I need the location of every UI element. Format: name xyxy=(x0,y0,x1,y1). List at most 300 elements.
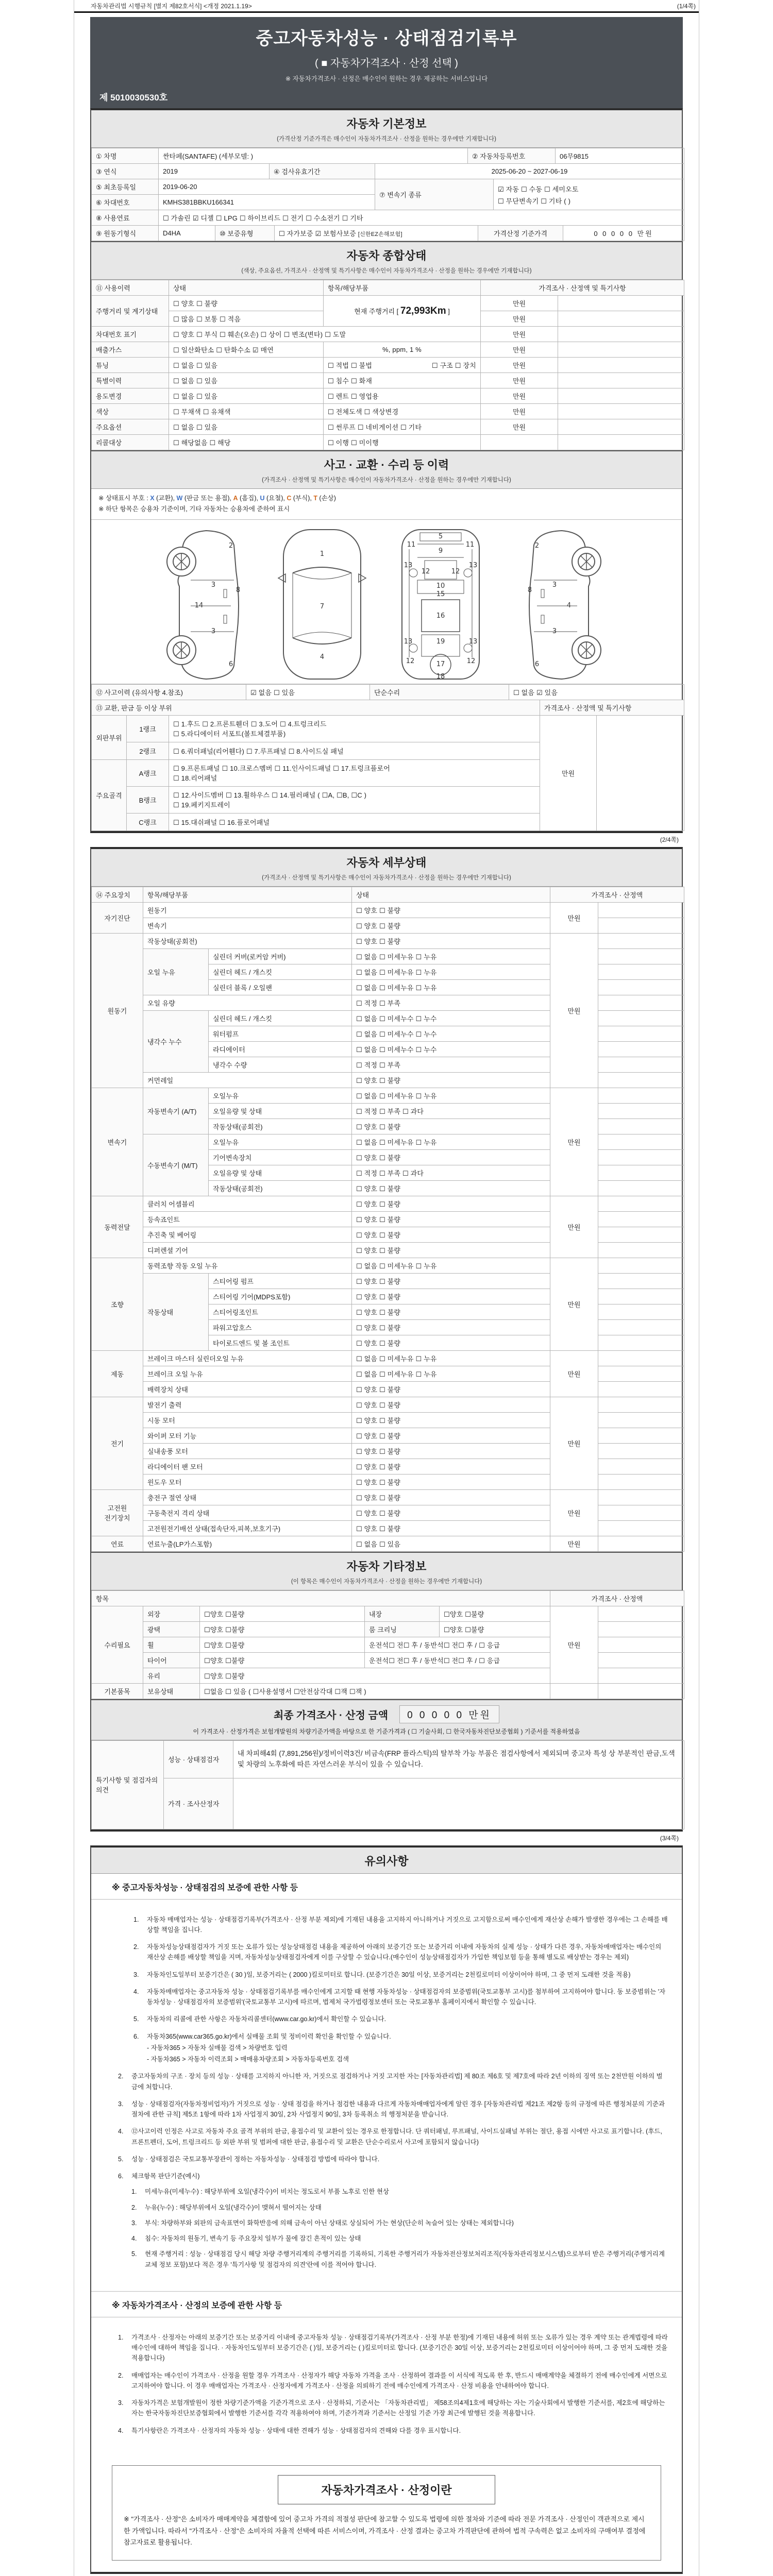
state-cell: ☐ 없음 ☐ 있음 xyxy=(352,1536,550,1551)
rank-label: 2랭크 xyxy=(127,742,169,759)
spec-cell xyxy=(598,1443,684,1459)
price-cell: 만원 xyxy=(550,1536,598,1551)
item-label: 오일누유 xyxy=(209,1134,352,1149)
spec-cell xyxy=(558,388,684,404)
inspection-period-value: 2025-06-20 ~ 2027-06-19 xyxy=(375,164,684,179)
diagram-part-number: 9 xyxy=(438,547,443,555)
notice-item-number: 6. xyxy=(118,2173,124,2180)
column-header: 항목/해당부품 xyxy=(324,280,481,296)
notice-item-text: 매매업자는 매수인이 가격조사 · 산정을 원할 경우 가격조사 · 산정자가 해당 자동차 가격을 조사 · 산정하여 결과를 이 서식에 적도록 한 후, 반드시 매매계약을 체결하기 전에 매수인에게 서면으로 고지하여야 합니다. 이 경우 매매업자는 가격조사 · 산정자에게 가격조사 · 산정을 의뢰하기 전에 매수인에게 가격조사 · 산정 비용을 안내하여야 합니다. xyxy=(131,2371,667,2389)
legend-prefix: ※ 상태표시 부호 : xyxy=(98,495,150,502)
spec-cell xyxy=(597,715,684,831)
state-cell: ☐ 적정 ☐ 부족 xyxy=(352,1057,550,1072)
spec-cell xyxy=(598,1606,684,1621)
legend-symbol: (부식), xyxy=(291,495,314,502)
price-cell: 만원 xyxy=(481,404,558,419)
basic-info-band xyxy=(91,110,682,148)
detail-band xyxy=(91,849,682,887)
rank-label: 1랭크 xyxy=(127,715,169,742)
notice-item-number: 3. xyxy=(118,2100,124,2108)
table-row xyxy=(92,1778,684,1829)
notice-item-text: 자동차인도일부터 보증기간은 ( 30 )일, 보증거리는 ( 2000 )킬로미터로 합니다. (보증기간은 30일 이상, 보증거리는 2천킬로미터 이상이어야 하며, 그 중 먼저 도래한 것을 적용) xyxy=(147,1971,631,1978)
comprehensive-subtitle: (색상, 주요옵션, 가격조사 · 산정액 및 특기사항은 매수인이 자동차가격조사 · 산정을 원하는 경우에만 기재합니다) xyxy=(241,268,532,274)
item-label: 내장 xyxy=(365,1606,440,1621)
state-cell: ☐ 양호 ☐ 불량 xyxy=(352,1412,550,1428)
diagram-part-number: 5 xyxy=(438,532,443,540)
spec-cell xyxy=(598,1683,684,1699)
checkbox-line: ☐ 9.프론트패널 ☐ 10.크로스멤버 ☐ 11.인사이드패널 ☐ 17.트렁크플로어 xyxy=(173,765,391,772)
price-cell: 만원 xyxy=(481,296,558,311)
field-label: ⑨ 원동기형식 xyxy=(92,226,159,241)
price-cell: 만원 xyxy=(481,358,558,373)
notice-sub-item xyxy=(131,2202,668,2213)
sub-group-label: 수동변속기 (M/T) xyxy=(143,1134,209,1196)
document-subtitle: ( ■ 자동차가격조사 · 산정 선택 ) xyxy=(315,58,458,69)
page-marker-4 xyxy=(90,2574,683,2576)
diagram-part-number: 13 xyxy=(404,561,413,569)
spec-cell xyxy=(598,1536,684,1551)
checkbox-line: ☐ 18.리어패널 xyxy=(173,774,217,782)
rank-label: C랭크 xyxy=(127,813,169,831)
state-cell: ☐ 양호 ☐ 불량 xyxy=(352,1335,550,1350)
notice-item-text: 자동차의 리콜에 관한 사항은 자동차리콜센터(www.car.go.kr)에서 확인할 수 있습니다. xyxy=(147,2015,386,2023)
item-label: 브레이크 마스터 실린더오일 누유 xyxy=(143,1350,352,1366)
notice-item-number: 6. xyxy=(133,2032,139,2040)
item-label: 클러치 어셈블리 xyxy=(143,1196,352,1211)
notices-content xyxy=(91,1874,682,2452)
notice-item xyxy=(118,2171,668,2275)
spec-cell xyxy=(598,1668,684,1683)
notice-item-text: 성능 · 상태점검은 국토교통부장관이 정하는 자동차성능 · 상태점검 방법에 따라야 합니다. xyxy=(131,2155,380,2163)
table-row xyxy=(92,1740,684,1778)
state-cell: ☐ 없음 ☐ 있음 xyxy=(169,358,324,373)
state-cell: ☐ 양호 ☐ 불량 xyxy=(352,1505,550,1520)
field-label: ③ 연식 xyxy=(92,164,159,179)
table-row xyxy=(92,1258,684,1273)
notice-item-number: 2. xyxy=(131,2204,137,2211)
spec-cell xyxy=(598,1118,684,1134)
item-label: 오일유량 및 상태 xyxy=(209,1103,352,1118)
item-label: 시동 모터 xyxy=(143,1412,352,1428)
legend-symbol: (손상) xyxy=(317,495,336,502)
state-cell: ☐ 없음 ☐ 미세누수 ☐ 누수 xyxy=(352,1010,550,1026)
item-label: 실린더 헤드 / 개스킷 xyxy=(209,1010,352,1026)
item-label: 충전구 절연 상태 xyxy=(143,1489,352,1505)
notice-item-text: 가격조사 · 산정자는 아래의 보증기간 또는 보증거리 이내에 중고자동차 성능 · 상태점검기록부(가격조사 · 산정 부분 한정)에 기재된 내용에 허위 또는 오류가 있는 경우 계약 또는 관계법령에 따라 매수인에 대하여 책임을 집니다. · 자동차인도일부터 보증기간은 ( )일, 보증거리는 ( )킬로미터로 합니다. (보증기간은 30일 이상, 보증거리는 2천킬로미터 이상이어야 하며, 그 중 먼저 도래한 것을 적용합니다) xyxy=(131,2333,668,2362)
spec-cell xyxy=(558,342,684,358)
spec-cell xyxy=(558,404,684,419)
spec-cell xyxy=(598,1489,684,1505)
item-label: 윈도우 모터 xyxy=(143,1474,352,1489)
spec-cell xyxy=(598,1242,684,1258)
row-label: 리콜대상 xyxy=(92,435,169,450)
state-cell: ☐ 양호 ☐ 불량 xyxy=(352,1428,550,1443)
table-row xyxy=(92,1536,684,1551)
price-cell: 만원 xyxy=(550,1489,598,1536)
notices-title: 유의사항 xyxy=(364,1854,409,1868)
state-cell: ☐ 적정 ☐ 부족 ☐ 과다 xyxy=(352,1103,550,1118)
spec-cell xyxy=(598,1180,684,1196)
sub-group-label: 냉각수 누수 xyxy=(143,1010,209,1072)
basic-info-table-a xyxy=(91,148,684,164)
spec-cell xyxy=(598,1196,684,1211)
item-label: 스티어링조인트 xyxy=(209,1304,352,1319)
state-cell: ☐ 양호 ☐ 불량 xyxy=(352,918,550,933)
diagram-part-number: 3 xyxy=(552,581,557,589)
odometer-value: 72,993Km xyxy=(400,305,446,316)
exchange-header-table xyxy=(91,700,684,716)
state-cell: ☐ 양호 ☐ 불량 xyxy=(352,1211,550,1227)
other-subtitle: (이 항목은 매수인이 자동차가격조사 · 산정을 원하는 경우에만 기재합니다) xyxy=(291,1578,482,1585)
field-label: ⑦ 변속기 종류 xyxy=(375,179,494,210)
final-price-value: 0 0 0 0 0 만원 xyxy=(399,1705,499,1723)
notice-item xyxy=(118,2099,668,2120)
item-label: 오일유량 및 상태 xyxy=(209,1165,352,1180)
notice-item-number: 2. xyxy=(133,1943,139,1951)
rank-parts-cell xyxy=(169,813,540,831)
price-cell: 만원 xyxy=(481,342,558,358)
notice-item xyxy=(133,1914,668,1936)
table-row xyxy=(92,148,684,164)
header-row xyxy=(92,280,684,296)
diagram-part-number: 4 xyxy=(566,601,572,609)
price-cell: 만원 xyxy=(481,311,558,327)
diagram-part-number: 13 xyxy=(468,637,478,646)
row-label: 주행거리 및 계기상태 xyxy=(92,296,169,327)
legend-symbol: (판금 또는 용접), xyxy=(182,495,233,502)
engine-type-value: D4HA xyxy=(159,226,215,241)
notice-item-text: 부식: 차량하부와 외판의 금속표면이 화학반응에 의해 금속이 아닌 상태로 상실되어 가는 현상(단순히 녹슬어 있는 상태는 제외합니다) xyxy=(145,2219,514,2227)
accident-history-table xyxy=(91,684,684,700)
diagram-part-number: 3 xyxy=(211,627,216,635)
state-cell: ☐ 없음 ☐ 미세누유 ☐ 누유 xyxy=(352,1134,550,1149)
state-cell: ☐ 양호 ☐ 불량 xyxy=(352,1520,550,1536)
diagram-part-number: 13 xyxy=(468,561,478,569)
notice-item xyxy=(133,1970,668,1980)
spec-cell xyxy=(598,1459,684,1474)
detail-title: 자동차 세부상태 xyxy=(346,856,427,869)
row-label: 차대번호 표기 xyxy=(92,327,169,342)
field-label: ⑤ 최초등록일 xyxy=(92,179,159,195)
header-row xyxy=(92,1590,684,1606)
final-price-band xyxy=(91,1699,682,1740)
state-cell: ☐ 없음 ☐ 있음 xyxy=(169,373,324,388)
detail-subtitle: (가격조사 · 산정액 및 특기사항은 매수인이 자동차가격조사 · 산정을 원하는 경우에만 기재합니다) xyxy=(262,874,511,881)
device-label: 연료 xyxy=(92,1536,143,1551)
item-label: 와이퍼 모터 기능 xyxy=(143,1428,352,1443)
field-label: ⑥ 차대번호 xyxy=(92,195,159,210)
state-cell: ☐ 양호 ☐ 불량 xyxy=(352,902,550,918)
item-label: 실내송풍 모터 xyxy=(143,1443,352,1459)
sub-group-label: 오일 누유 xyxy=(143,948,209,995)
final-price-label: 최종 가격조사 · 산정 금액 xyxy=(273,1709,389,1721)
diagram-part-number: 12 xyxy=(451,567,460,575)
spec-cell xyxy=(598,948,684,964)
state-cell: ☐ 전체도색 ☐ 색상변경 xyxy=(324,404,481,419)
table-row xyxy=(92,419,684,435)
state-cell: ☐ 양호 ☐ 부식 ☐ 훼손(오손) ☐ 상이 ☐ 변조(변타) ☐ 도말 xyxy=(169,327,481,342)
state-cell: ☐ 없음 ☐ 미세누유 ☐ 누유 xyxy=(352,1258,550,1273)
spec-cell xyxy=(598,933,684,948)
field-label: ① 차명 xyxy=(92,148,159,164)
spec-cell xyxy=(598,1041,684,1057)
state-cell: ☐양호 ☐불량 xyxy=(200,1606,365,1621)
final-price-note: 이 가격조사 · 산정가격은 보험개발원의 차량기준가액을 바탕으로 한 기준가격과 ( ☐ 기술사회, ☐ 한국자동차진단보증협회 ) 기준서를 적용하였음 xyxy=(193,1727,580,1735)
notice-item xyxy=(118,2126,668,2147)
spec-cell xyxy=(598,1057,684,1072)
document-sheet xyxy=(74,0,699,2576)
checkbox-line: ☑ 자동 ☐ 수동 ☐ 세미오토 xyxy=(498,185,579,193)
spec-cell xyxy=(598,1652,684,1668)
notice-item-text: 중고자동차의 구조 · 장치 등의 성능 · 상태를 고지하지 아니한 자, 거짓으로 점검하거나 거짓 고지한 자는 [자동차관리법] 제 80조 제6호 및 제7호에 따라 2년 이하의 징역 또는 2천만원 이하의 벌금에 처합니다. xyxy=(131,2073,663,2091)
field-label: ⑩ 보증유형 xyxy=(215,226,275,241)
item-label: 기어변속장치 xyxy=(209,1149,352,1165)
plate-number-value: 06무9815 xyxy=(556,148,684,164)
transmission-type-value xyxy=(494,179,684,210)
field-label: ④ 검사유효기간 xyxy=(270,164,375,179)
item-label: 디퍼렌셜 기어 xyxy=(143,1242,352,1258)
item-label: 타이로드엔드 및 볼 조인트 xyxy=(209,1335,352,1350)
item-label: 워터펌프 xyxy=(209,1026,352,1041)
checkbox-line: ☐ 무단변속기 ☐ 기타 ( ) xyxy=(498,197,571,205)
spec-cell xyxy=(598,1397,684,1412)
state-cell: ☐ 적정 ☐ 부족 xyxy=(352,995,550,1010)
checkbox-line: ☐ 12.사이드멤버 ☐ 13.휠하우스 ☐ 14.필러패널 ( ☐A, ☐B, ☐C ) xyxy=(173,791,367,799)
spec-cell xyxy=(558,311,684,327)
fuel-type-value: ☐ 가솔린 ☑ 디젤 ☐ LPG ☐ 하이브리드 ☐ 전기 ☐ 수소전기 ☐ 기타 xyxy=(159,210,684,226)
price-cell: 만원 xyxy=(550,1088,598,1196)
diagram-part-number: 6 xyxy=(534,660,540,668)
odometer-prefix: 현재 주행거리 [ xyxy=(354,307,400,315)
notice-item-number: 2. xyxy=(118,2073,124,2080)
diagram-part-number: 12 xyxy=(421,567,430,575)
state-cell: ☐ 양호 ☐ 불량 xyxy=(352,1072,550,1088)
checkbox-line: ☐ 구조 ☐ 장치 xyxy=(431,362,476,369)
spec-cell xyxy=(598,1637,684,1652)
spec-cell xyxy=(598,1304,684,1319)
diagram-part-number: 8 xyxy=(527,586,532,594)
state-cell: %, ppm, 1 % xyxy=(324,342,481,358)
state-cell: ☐양호 ☐불량 xyxy=(440,1621,550,1637)
notice-item xyxy=(133,1942,668,1963)
diagram-part-number: 18 xyxy=(436,672,445,681)
legend-note: ※ 하단 항목은 승용차 기준이며, 기타 자동차는 승용차에 준하여 표시 xyxy=(98,505,290,513)
rank-parts-cell xyxy=(169,759,540,786)
item-label: 오일누유 xyxy=(209,1088,352,1103)
item-label: 실린더 블록 / 오일팬 xyxy=(209,979,352,995)
price-cell: 만원 xyxy=(481,373,558,388)
spec-cell xyxy=(598,1227,684,1242)
page-marker-3: (3/4쪽) xyxy=(660,1834,679,1842)
diagram-part-number: 14 xyxy=(194,601,204,609)
spec-cell xyxy=(598,1621,684,1637)
notices-band xyxy=(91,1848,682,1874)
price-survey-box-title: 자동차가격조사 · 산정이란 xyxy=(278,2475,495,2504)
notice-item-text: 자동차365(www.car365.go.kr)에서 실매물 조회 및 정비이력 확인을 확인할 수 있습니다. - 자동차365 > 자동차 실매물 검색 > 차량번호 입력 - 자동차365 > 자동차 이력조회 > 매매용차량조회 > 자동차등록번호 검색 xyxy=(147,2031,668,2065)
table-row xyxy=(92,1196,684,1211)
spec-cell xyxy=(598,1505,684,1520)
spec-cell xyxy=(598,1381,684,1397)
page2-block xyxy=(90,847,683,1832)
state-cell: ☐ 없음 ☐ 미세누유 ☐ 누유 xyxy=(352,964,550,979)
row-label: 특별이력 xyxy=(92,373,169,388)
vin-value: KMHS381BBKU166341 xyxy=(159,195,375,210)
detail-table xyxy=(91,887,684,1552)
row-label: 튜닝 xyxy=(92,358,169,373)
basic-info-table-b xyxy=(91,163,684,179)
checkbox-line: ☐ 5.라디에이터 서포트(볼트체결부품) xyxy=(173,730,286,738)
document-note: ※ 자동차가격조사 · 산정은 매수인이 원하는 경우 제공하는 서비스입니다 xyxy=(285,75,488,82)
item-label: 외장 xyxy=(143,1606,200,1621)
state-cell: ☐ 없음 ☐ 미세누유 ☐ 누유 xyxy=(352,1088,550,1103)
state-cell: ☐ 양호 ☐ 불량 xyxy=(352,1196,550,1211)
diagram-part-number: 12 xyxy=(466,657,476,665)
state-cell: ☐양호 ☐불량 xyxy=(200,1652,365,1668)
accident-legend xyxy=(91,489,682,520)
column-header: 가격조사 · 산정액 xyxy=(550,1590,684,1606)
spec-cell xyxy=(598,1319,684,1335)
item-label: 고전원전기배선 상태(접속단자,피복,보호기구) xyxy=(143,1520,352,1536)
state-cell: ☐ 없음 ☐ 있음 xyxy=(169,419,324,435)
legend-symbol: (흠집), xyxy=(238,495,260,502)
model-year-value: 2019 xyxy=(159,164,270,179)
item-label: 룸 크리닝 xyxy=(365,1621,440,1637)
device-label: 전기 xyxy=(92,1397,143,1489)
detail-header xyxy=(92,887,684,902)
comprehensive-title: 자동차 종합상태 xyxy=(346,249,427,262)
table-row xyxy=(92,715,684,742)
price-cell xyxy=(550,1683,598,1699)
document-number: 제 5010030530호 xyxy=(99,93,168,103)
price-cell: 만원 xyxy=(550,1258,598,1350)
item-label: 동력조향 작동 오일 누유 xyxy=(143,1258,352,1273)
notice-item-number: 5. xyxy=(133,2015,139,2023)
notice-item-text: 미세누유(미세누수) : 해당부위에 오일(냉각수)이 비치는 정도로서 부품 노후로 인한 현상 xyxy=(145,2188,390,2196)
legend-symbol: X xyxy=(150,495,155,502)
rank-parts-cell xyxy=(169,715,540,742)
state-cell: ☐ 해당없음 ☐ 해당 xyxy=(169,435,324,450)
spec-cell xyxy=(598,1103,684,1118)
accident-subtitle: (가격조사 · 산정액 및 특기사항은 매수인이 자동차가격조사 · 산정을 원하는 경우에만 기재합니다) xyxy=(262,477,511,483)
state-cell: ☐ 일산화탄소 ☐ 탄화수소 ☑ 매연 xyxy=(169,342,324,358)
notice-item-text: 자동차가격은 보험개발원이 정한 차량기준가액을 기준가격으로 조사 · 산정하되, 기준서는 「자동차관리법」 제58조의4제1호에 해당하는 자는 기술사회에서 발행한 기준서를, 제2호에 해당하는 자는 한국자동차진단보증협회에서 발행한 기준서를 각각 적용하여야 하며, 기준가격과 기준서는 산정일 기준 가장 최근에 발행된 것을 적용합니다. xyxy=(131,2399,665,2417)
state-cell: ☐ 양호 ☐ 불량 xyxy=(352,1227,550,1242)
column-header: ⑪ 사용이력 xyxy=(92,280,169,296)
table-row xyxy=(92,358,684,373)
state-cell: ☐ 양호 ☐ 불량 xyxy=(352,1459,550,1474)
column-header: 항목/해당부품 xyxy=(143,887,352,902)
legend-symbol: (교환), xyxy=(154,495,177,502)
car-diagram-svg xyxy=(160,526,613,681)
comprehensive-band xyxy=(91,241,682,280)
state-cell: ☐ 썬루프 ☐ 네비게이션 ☐ 기타 xyxy=(324,419,481,435)
row-group-label: 수리필요 xyxy=(92,1606,143,1683)
simple-repair-value: ☐ 없음 ☑ 있음 xyxy=(509,684,684,700)
item-label: 광택 xyxy=(143,1621,200,1637)
notice-item-line: - 자동차365 > 자동차 실매물 검색 > 차량번호 입력 xyxy=(147,2044,288,2052)
state-cell: ☐ 없음 ☐ 미세누유 ☐ 누유 xyxy=(352,948,550,964)
panel-group-label: 외판부위 xyxy=(92,715,127,759)
page1-block xyxy=(90,108,683,833)
simple-repair-label: 단순수리 xyxy=(370,684,509,700)
table-row xyxy=(92,388,684,404)
state-cell: ☐양호 ☐불량 xyxy=(200,1621,365,1637)
state-cell: ☐양호 ☐불량 xyxy=(200,1668,550,1683)
item-label: 스티어링 기어(MDPS포함) xyxy=(209,1289,352,1304)
insurer-note: [신한EZ손해보험] xyxy=(358,231,402,238)
table-row xyxy=(92,296,684,311)
odometer-suffix: ] xyxy=(446,307,450,315)
state-cell: ☐ 양호 ☐ 불량 xyxy=(352,1443,550,1459)
notice-item-number: 3. xyxy=(118,2399,124,2406)
field-label: ② 자동차등록번호 xyxy=(468,148,556,164)
notice-item xyxy=(133,2031,668,2065)
state-cell: ☐ 양호 ☐ 불량 xyxy=(352,1397,550,1412)
price-cell: 만원 xyxy=(550,1397,598,1489)
table-row xyxy=(92,1606,684,1621)
diagram-part-number: 16 xyxy=(436,612,445,620)
notice-sub-item xyxy=(131,2218,668,2228)
notice-item-number: 1. xyxy=(118,2333,124,2341)
table-row xyxy=(92,342,684,358)
item-label: 보유상태 xyxy=(143,1683,200,1699)
notice-item-text: 특기사항란은 가격조사 · 산정자의 자동차 성능 · 상태에 대한 견해가 성능 · 상태점검자의 견해와 다를 경우 표시합니다. xyxy=(131,2427,461,2434)
state-cell: ☐ 없음 ☐ 미세누유 ☐ 누유 xyxy=(352,979,550,995)
legend-symbol: C xyxy=(287,495,292,502)
notice-item-text: 자동차매매업자는 중고자동차 성능 · 상태점검기록부를 매수인에게 고지할 때 현행 자동차성능 · 상태점검자의 보증범위(국토교통부 고시)를 첨부하여 고지하여야 합니다. 동 보증범위는 '자동차성능 · 상태점검자의 보증범위'(국토교통부 고시)에 따르며, 법제처 국가법령정보센터 또는 국토교통부 홈페이지에서 확인할 수 있습니다. xyxy=(147,1988,666,2006)
document-header xyxy=(90,17,683,108)
spec-cell xyxy=(598,995,684,1010)
spec-cell xyxy=(558,373,684,388)
basic-info-table-c xyxy=(91,179,684,210)
table-row xyxy=(92,373,684,388)
item-label: 변속기 xyxy=(143,918,352,933)
diagram-part-number: 12 xyxy=(406,657,415,665)
panel-group-label: 주요골격 xyxy=(92,759,127,831)
field-label: ⑧ 사용연료 xyxy=(92,210,159,226)
table-row xyxy=(92,226,684,241)
diagram-part-number: 8 xyxy=(236,586,241,594)
notice-item xyxy=(118,2426,668,2436)
rank-parts-cell xyxy=(169,786,540,813)
legend-symbols xyxy=(150,495,336,502)
document-title: 중고자동차성능 · 상태점검기록부 xyxy=(256,29,517,48)
spec-cell xyxy=(598,1258,684,1273)
warranty-type-value xyxy=(275,226,478,241)
state-cell: ☐ 양호 ☐ 불량 xyxy=(352,1381,550,1397)
state-cell: ☐ 없음 ☐ 있음 xyxy=(169,388,324,404)
item-label: 발전기 출력 xyxy=(143,1397,352,1412)
table-row xyxy=(92,435,684,450)
notice-section-body xyxy=(91,1900,682,2291)
notice-item xyxy=(133,2014,668,2024)
appraiser-label: 가격 · 조사산정자 xyxy=(164,1778,233,1829)
notice-item-number: 4. xyxy=(133,1988,139,1995)
price-survey-box xyxy=(112,2465,661,2561)
appraiser-comment xyxy=(233,1778,684,1829)
item-label: 라디에이터 xyxy=(209,1041,352,1057)
price-cell: 만원 xyxy=(550,1350,598,1397)
spec-cell xyxy=(558,327,684,342)
notice-sub-item xyxy=(131,2233,668,2244)
row-label: 색상 xyxy=(92,404,169,419)
notice-item xyxy=(118,2154,668,2164)
diagram-part-number: 3 xyxy=(552,627,557,635)
notice-item-text: ⑫사고이력 인정은 사고로 자동차 주요 골격 부위의 판금, 용접수리 및 교환이 있는 경우로 한정합니다. 단 쿼터패널, 루프패널, 사이드실패널 부위는 절단, 용접 시에만 사고로 표기합니다. (후드, 프론트펜더, 도어, 트렁크리드 등 외판 부위 및 범퍼에 대한 판금, 용접수리 및 교환은 단순수리로서 사고에 포함되지 않습니다) xyxy=(131,2128,662,2146)
spec-cell xyxy=(598,1010,684,1026)
spec-cell xyxy=(598,979,684,995)
price-cell: 만원 xyxy=(540,715,597,831)
